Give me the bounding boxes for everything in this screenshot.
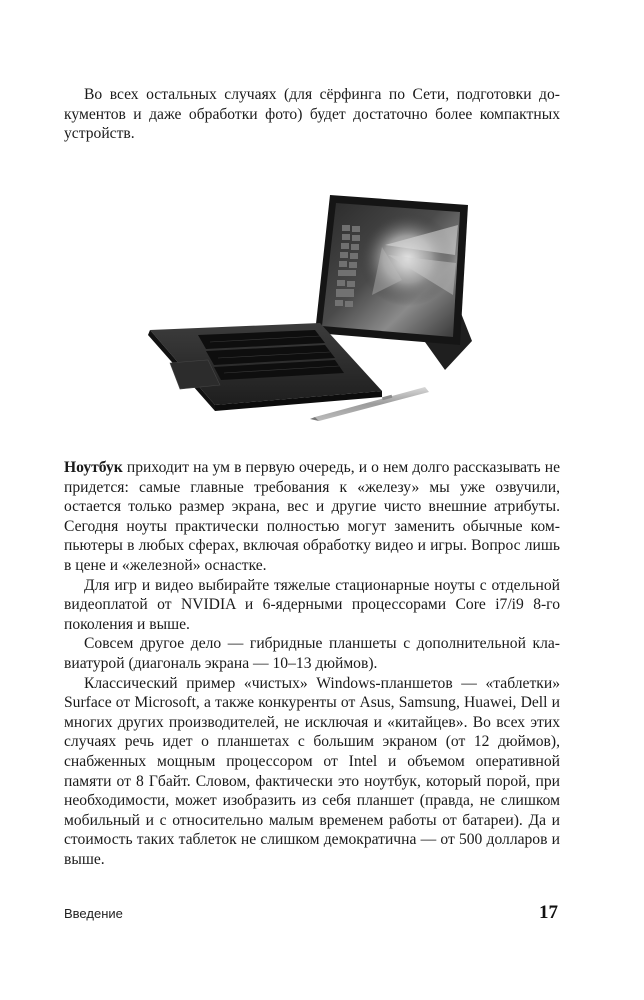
tablet-with-keyboard-and-stylus-image [120, 185, 520, 430]
paragraph-windows-tablets: Классический пример «чистых» Windows-планшетов — «таблетки» Surface от Microsoft, а также конкуренты от Asus, Samsung, Huawei, Dell и многих других производителей, не исключая и «китайцев». Во всех этих случаях речь идет о планшетах с большим экраном (от 12 дюймов), снабженных мощным процессором от Intel и объемом оперативной памяти от 8 Гбайт. Словом, фактически это ноутбук, который порой, при необходимости, может изобразить из себя планшет (правда, не слишком мобильный и с относительно малым временем работы от батареи). Да и стоимость таких таблеток не слишком демократична — от 500 долларов и выше. [64, 674, 560, 868]
term-laptop: Ноутбук [64, 459, 123, 476]
body-text [64, 458, 560, 869]
paragraph-laptop-text: приходит на ум в первую очередь, и о нем долго рассказывать не придется: самые главные требования к «железу» мы уже озвучили, остается только размер экрана, вес и другие чисто внешние атрибуты. Сегодня ноуты практически полностью могут заменить обычные компьютеры в любых сферах, включая обработку видео и игры. Вопрос лишь в цене и «железной» оснастке. [64, 459, 560, 574]
paragraph-hybrid: Совсем другое дело — гибридные планшеты с дополнительной клавиатурой (диагональ экрана — 10–13 дюймов). [64, 635, 560, 672]
page-number: 17 [539, 902, 558, 923]
paragraph-laptop [64, 458, 560, 576]
intro-text [64, 85, 560, 144]
paragraph-gaming: Для игр и видео выбирайте тяжелые стационарные ноуты с отдельной видеоплатой от NVIDIA и 6-ядерными процессорами Core i7/i9 8-го поколения и выше. [64, 576, 560, 633]
intro-paragraph: Во всех остальных случаях (для сёрфинга по Сети, подготовки документов и даже обработки фото) будет достаточно более компактных устройств. [64, 86, 560, 143]
footer-section-title: Введение [64, 906, 123, 921]
